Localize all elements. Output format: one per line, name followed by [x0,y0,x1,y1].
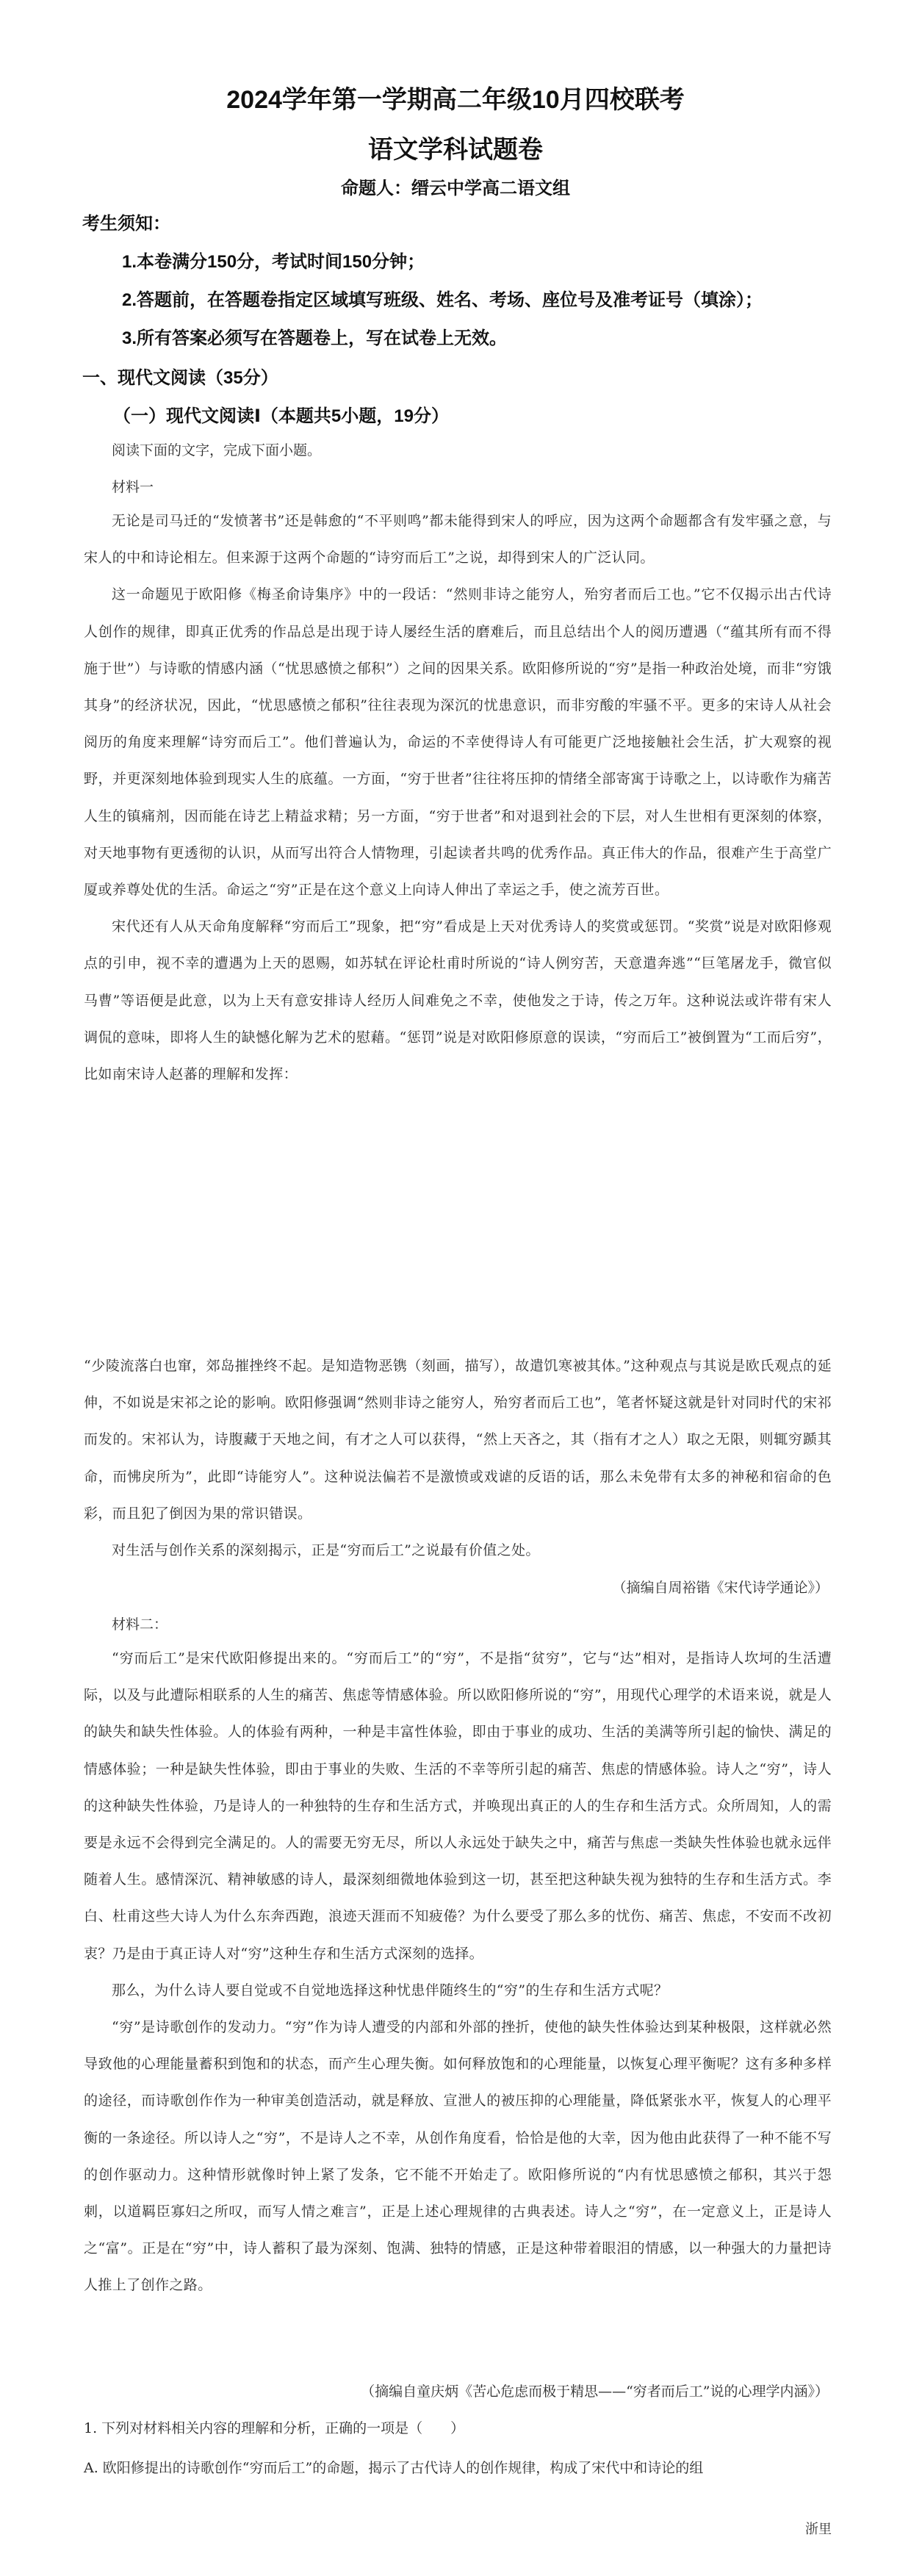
material2-source: （摘编自童庆炳《苦心危虑而极于精思——“穷者而后工”说的心理学内涵》） [361,2383,829,2400]
question-option-a: A. 欧阳修提出的诗歌创作“穷而后工”的命题，揭示了古代诗人的创作规律，构成了宋代中和诗论的组 [84,2460,704,2476]
material2-paragraph-1: “穷而后工”是宋代欧阳修提出来的。“穷而后工”的“穷”，不是指“贫穷”，它与“达”相对，是指诗人坎坷的生活遭际，以及与此遭际相联系的人生的痛苦、焦虑等情感体验。所以欧阳修所说的“穷”，用现代心理学的术语来说，就是人的缺失和缺失性体验。人的体验有两种，一种是丰富性体验，即由于事业的成功、生活的美满等所引起的愉快、满足的情感体验；一种是缺失性体验，即由于事业的失败、生活的不幸等所引起的痛苦、焦虑的情感体验。诗人之“穷”，诗人的这种缺失性体验，乃是诗人的一种独特的生存和生活方式，并唤现出真正的人的生存和生活方式。众所周知，人的需要是永远不会得到完全满足的。人的需要无穷无尽，所以人永远处于缺失之中，痛苦与焦虑一类缺失性体验也就永远伴随着人生。感情深沉、精神敏感的诗人，最深刻细微地体验到这一切，甚至把这种缺失视为独特的生存和生活方式。李白、杜甫这些大诗人为什么东奔西跑，浪迹天涯而不知疲倦？为什么要受了那么多的忧伤、痛苦、焦虑，不安而不改初衷？乃是由于真正诗人对“穷”这种生存和生活方式深刻的选择。 [84,1650,832,1962]
material2-body [84,1640,832,2304]
question-stem: 1. 下列对材料相关内容的理解和分析，正确的一项是（ ） [84,2420,465,2436]
material1-paragraph-4: “少陵流落白也窜，郊岛摧挫终不起。是知造物恶镌（刻画，描写），故遣饥寒被其体。”这种观点与其说是欧氏观点的延伸，不如说是宋祁之论的影响。欧阳修强调“然则非诗之能穷人，殆穷者而后工也”，笔者怀疑这就是针对同时代的宋祁而发的。宋祁认为，诗腹藏于天地之间，有才之人可以获得，“然上天吝之，其（指有才之人）取之无限，则辄穷踬其命，而怫戾所为”，此即“诗能穷人”。这种说法偏若不是激愤或戏谑的反语的话，那么未免带有太多的神秘和宿命的色彩，而且犯了倒因为果的常识错误。 [84,1358,832,1522]
material1-paragraph-5: 对生活与创作关系的深刻揭示，正是“穷而后工”之说最有价值之处。 [112,1542,540,1559]
material2-paragraph-2: 那么，为什么诗人要自觉或不自觉地选择这种忧患伴随终生的“穷”的生存和生活方式呢？ [112,1982,669,1998]
material1-body-bottom [84,1348,832,1569]
page-footer: 浙里 [805,2522,832,2537]
instruction: 阅读下面的文字，完成下面小题。 [112,442,322,458]
material1-paragraph-2: 这一命题见于欧阳修《梅圣俞诗集序》中的一段话：“然则非诗之能穷人，殆穷者而后工也。”它不仅揭示出古代诗人创作的规律，即真正优秀的作品总是出现于诗人屡经生活的磨难后，而且总结出个人的阅历遭遇（“蕴其所有而不得施于世”）与诗歌的情感内涵（“忧思感愤之郁积”）之间的因果关系。欧阳修所说的“穷”是指一种政治处境，而非“穷饿其身”的经济状况，因此，“忧思感愤之郁积”往往表现为深沉的忧患意识，而非穷酸的牢骚不平。更多的宋诗人从社会阅历的角度来理解“诗穷而后工”。他们普遍认为，命运的不幸使得诗人有可能更广泛地接触社会生活，扩大观察的视野，并更深刻地体验到现实人生的底蕴。一方面，“穷于世者”往往将压抑的情绪全部寄寓于诗歌之上，以诗歌作为痛苦人生的镇痛剂，因而能在诗艺上精益求精；另一方面，“穷于世者”和对退到社会的下层，对人生世相有更深刻的体察，对天地事物有更透彻的认识，从而写出符合人情物理，引起读者共鸣的优秀作品。真正伟大的作品，很难产生于高堂广厦或养尊处优的生活。命运之“穷”正是在这个意义上向诗人伸出了幸运之手，使之流芳百世。 [84,586,832,899]
material1-label: 材料一 [112,479,154,495]
subsection-heading: （一）现代文阅读Ⅰ（本题共5小题，19分） [113,406,449,426]
material1-source: （摘编自周裕锴《宋代诗学通论》） [612,1580,829,1596]
notice-item-2: 2.答题前，在答题卷指定区域填写班级、姓名、考场、座位号及准考证号（填涂）； [122,290,763,310]
exam-author: 命题人：缙云中学高二语文组 [341,179,570,198]
exam-title: 2024学年第一学期高二年级10月四校联考 [226,86,685,114]
material1-paragraph-3: 宋代还有人从天命角度解释“穷而后工”现象，把“穷”看成是上天对优秀诗人的奖赏或惩罚。“奖赏”说是对欧阳修观点的引申，视不幸的遭遇为上天的恩赐，如苏轼在评论杜甫时所说的“诗人例穷苦，天意遣奔逃”“巨笔屠龙手，微官似马曹”等语便是此意，以为上天有意安排诗人经历人间难免之不幸，使他发之于诗，传之万年。这种说法或许带有宋人调侃的意味，即将人生的缺憾化解为艺术的慰藉。“惩罚”说是对欧阳修原意的误读，“穷而后工”被倒置为“工而后穷”，比如南宋诗人赵蕃的理解和发挥： [84,918,832,1083]
material1-paragraph-1: 无论是司马迁的“发愤著书”还是韩愈的“不平则鸣”都未能得到宋人的呼应，因为这两个命题都含有发牢骚之意，与宋人的中和诗论相左。但来源于这两个命题的“诗穷而后工”之说，却得到宋人的广泛认同。 [84,513,832,566]
material2-paragraph-3: “穷”是诗歌创作的发动力。“穷”作为诗人遭受的内部和外部的挫折，使他的缺失性体验达到某种极限，这样就必然导致他的心理能量蓄积到饱和的状态，而产生心理失衡。如何释放饱和的心理能量，以恢复心理平衡呢？这有多种多样的途径，而诗歌创作作为一种审美创造活动，就是释放、宣泄人的被压抑的心理能量，降低紧张水平，恢复人的心理平衡的一条途径。所以诗人之“穷”，不是诗人之不幸，从创作角度看，恰恰是他的大幸，因为他由此获得了一种不能不写的创作驱动力。这种情形就像时钟上紧了发条，它不能不开始走了。欧阳修所说的“内有忧思感愤之郁积，其兴于怨刺，以道羁臣寡妇之所叹，而写人情之难言”，正是上述心理规律的古典表述。诗人之“穷”，在一定意义上，正是诗人之“富”。正是在“穷”中，诗人蓄积了最为深刻、饱满、独特的情感，正是这种带着眼泪的情感，以一种强大的力量把诗人推上了创作之路。 [84,2019,832,2294]
notice-item-1: 1.本卷满分150分，考试时间150分钟； [122,252,425,272]
section-heading: 一、现代文阅读（35分） [82,368,278,388]
material2-label: 材料二： [112,1616,168,1633]
material1-body-top [84,503,832,1093]
exam-subtitle: 语文学科试题卷 [368,136,543,164]
notice-heading: 考生须知： [82,214,170,234]
notice-item-3: 3.所有答案必须写在答题卷上，写在试卷上无效。 [122,328,508,348]
